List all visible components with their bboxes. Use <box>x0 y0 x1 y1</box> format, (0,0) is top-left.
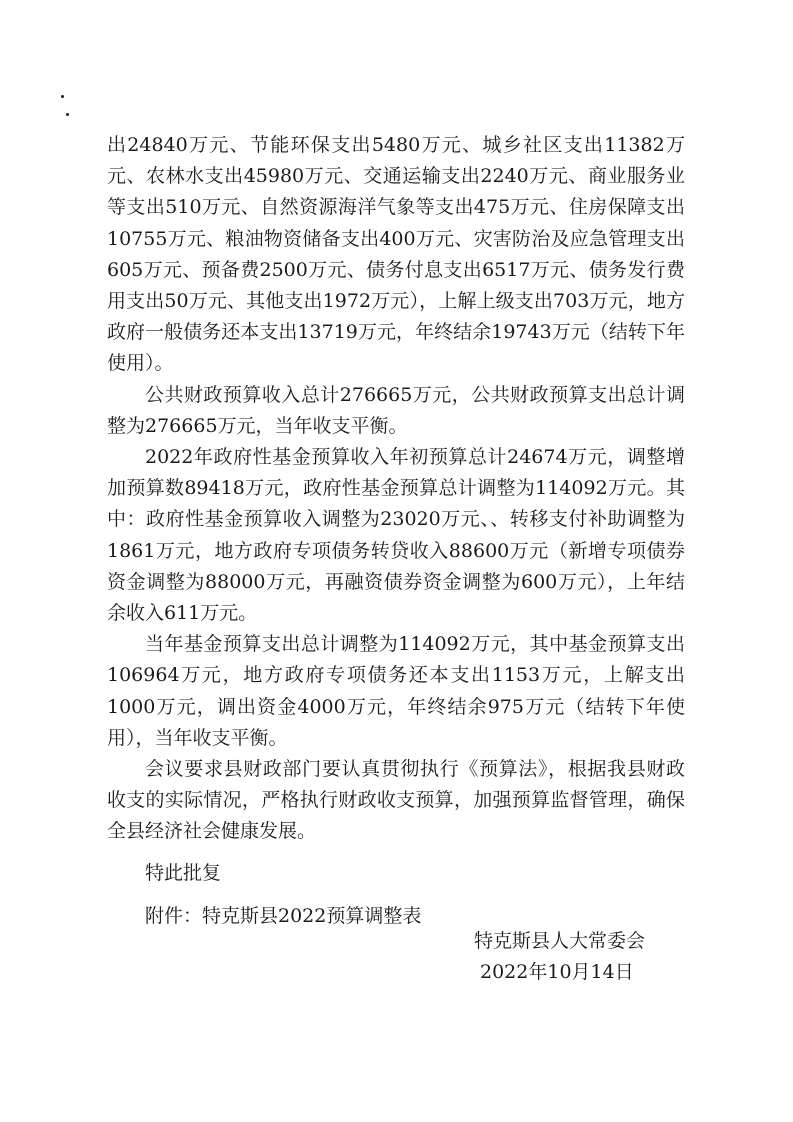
paragraph-expenditure-continued: 出24840万元、节能环保支出5480万元、城乡社区支出11382万元、农林水支出45980万元、交通运输支出2240万元、商业服务业等支出510万元、自然资源海洋气象等支出475万元、住房保障支出10755万元、粮油物资储备支出400万元、灾害防治及应急管理支出605万元、预备费2500万元、债务付息支出6517万元、债务发行费用支出50万元、其他支出1972万元），上解上级支出703万元，地方政府一般债务还本支出13719万元，年终结余19743万元（结转下年使用）。 <box>107 134 685 375</box>
paragraph-meeting-requirement: 会议要求县财政部门要认真贯彻执行《预算法》，根据我县财政收支的实际情况，严格执行财政收支预算，加强预算监督管理，确保全县经济社会健康发展。 <box>107 758 685 843</box>
approval-statement: 特此批复 <box>145 861 222 884</box>
body-text <box>107 130 685 932</box>
paragraph-fund-budget-revenue: 2022年政府性基金预算收入年初预算总计24674万元，调整增加预算数89418万元，政府性基金预算总计调整为114092万元。其中：政府性基金预算收入调整为23020万元、、转移支付补助调整为1861万元，地方政府专项债务转贷收入88600万元（新增专项债券资金调整为88000万元，再融资债券资金调整为600万元），上年结余收入611万元。 <box>107 446 685 625</box>
paragraph-public-budget-balance: 公共财政预算收入总计276665万元，公共财政预算支出总计调整为276665万元，当年收支平衡。 <box>107 383 685 437</box>
scan-speck <box>66 113 69 116</box>
signature-organization: 特克斯县人大常委会 <box>474 930 646 952</box>
paragraph-fund-budget-expenditure: 当年基金预算支出总计调整为114092万元，其中基金预算支出106964万元，地方政府专项债务还本支出1153万元，上解支出1000万元，调出资金4000万元，年终结余975万元（结转下年使用），当年收支平衡。 <box>107 633 685 749</box>
scan-speck <box>61 95 64 98</box>
attachment-note: 附件：特克斯县2022预算调整表 <box>145 904 422 927</box>
signature-date: 2022年10月14日 <box>480 961 634 983</box>
